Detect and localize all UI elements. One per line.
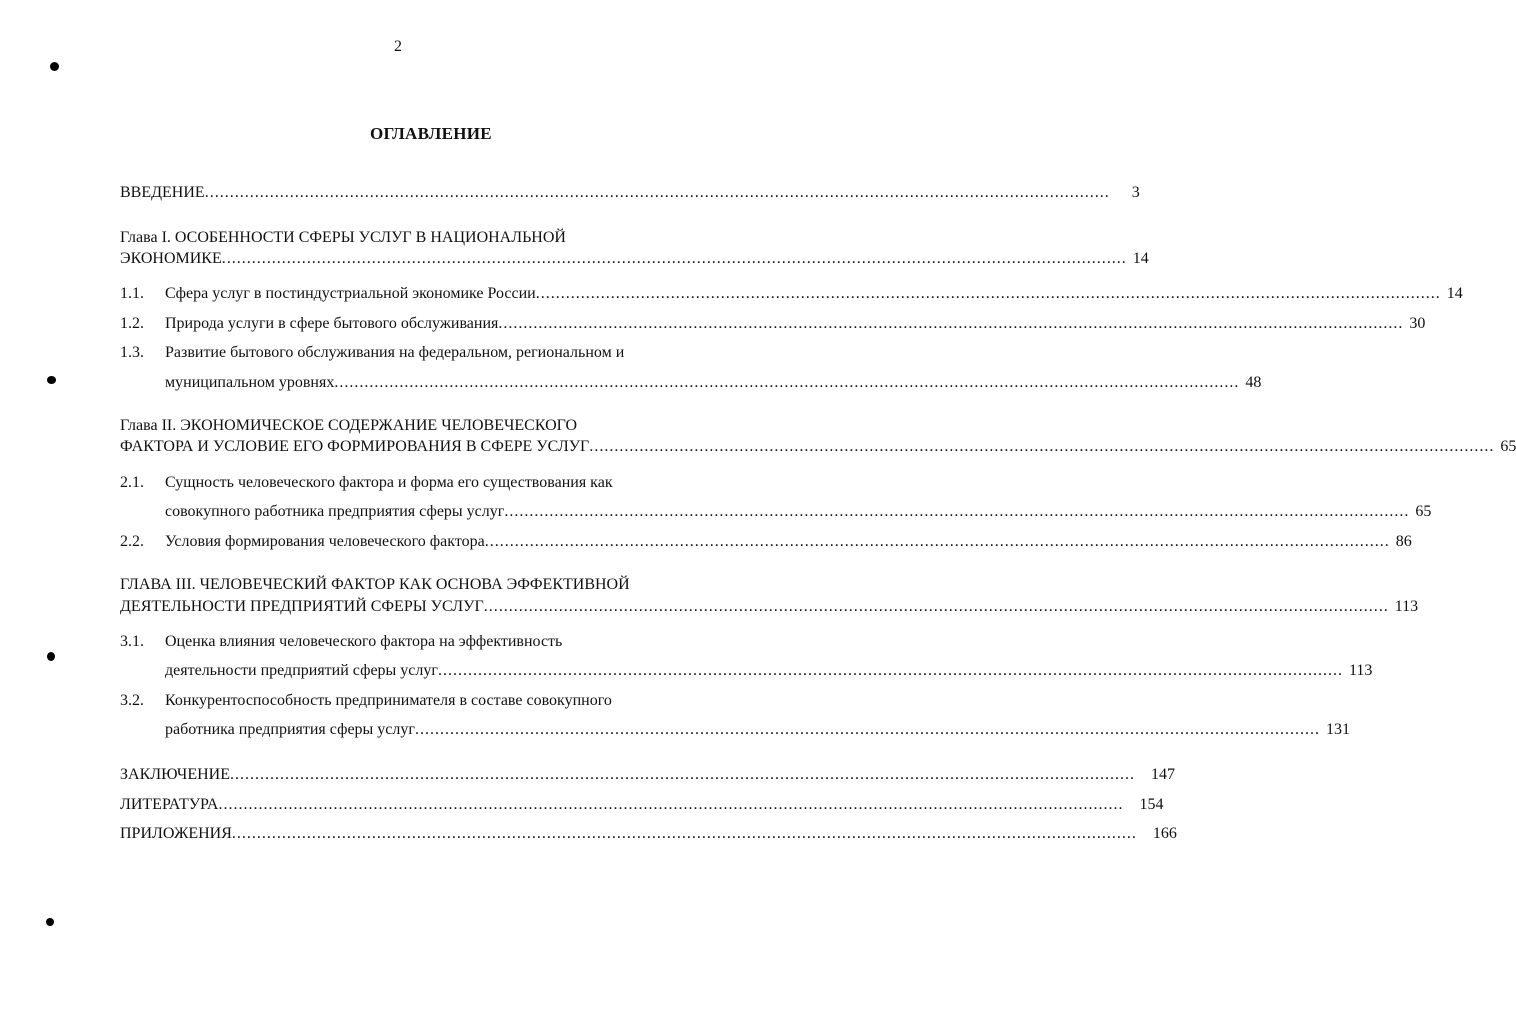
section-3-2-title: Конкурентоспособность предпринимателя в составе совокупного (165, 692, 612, 709)
section-number: 1.2. (120, 315, 144, 332)
toc-entry-chapter-2 (120, 436, 1516, 458)
entry-page: 154 (1139, 796, 1164, 813)
entry-label: ЗАКЛЮЧЕНИЕ (120, 766, 230, 783)
dot-leader: ..................................................................................................................................................................................... (221, 250, 1127, 267)
toc-entry-2-1 (165, 501, 1432, 523)
scan-speck (47, 652, 55, 661)
entry-label: ЛИТЕРАТУРА (120, 796, 219, 813)
entry-label: ПРИЛОЖЕНИЯ (120, 825, 232, 842)
entry-page: 113 (1394, 598, 1419, 615)
entry-page: 30 (1409, 315, 1426, 332)
entry-page: 86 (1395, 533, 1412, 550)
entry-label: ВВЕДЕНИЕ (120, 184, 205, 201)
toc-entry-1-1 (165, 283, 1463, 305)
section-3-1-title: Оценка влияния человеческого фактора на эффективность (165, 633, 563, 650)
entry-page: 14 (1446, 285, 1463, 302)
entry-label: совокупного работника предприятия сферы услуг (165, 503, 505, 520)
dot-leader: ..................................................................................................................................................................................... (414, 721, 1320, 738)
dot-leader: ..................................................................................................................................................................................... (218, 796, 1124, 813)
entry-label: ФАКТОРА И УСЛОВИЕ ЕГО ФОРМИРОВАНИЯ В СФЕРЕ УСЛУГ (120, 438, 590, 455)
chapter-1-title: Глава I. ОСОБЕННОСТИ СФЕРЫ УСЛУГ В НАЦИОНАЛЬНОЙ (120, 229, 566, 246)
dot-leader: ..................................................................................................................................................................................... (334, 374, 1240, 391)
entry-page: 3 (1131, 184, 1140, 201)
toc-entry-chapter-1 (120, 248, 1149, 270)
dot-leader: ..................................................................................................................................................................................... (483, 598, 1389, 615)
entry-page: 14 (1132, 250, 1149, 267)
dot-leader: ..................................................................................................................................................................................... (231, 825, 1137, 842)
section-number: 3.2. (120, 692, 144, 709)
entry-page: 65 (1415, 503, 1432, 520)
entry-page: 166 (1152, 825, 1177, 842)
section-1-3-title: Развитие бытового обслуживания на федеральном, региональном и (165, 344, 625, 361)
entry-label: ЭКОНОМИКЕ (120, 250, 222, 267)
dot-leader: ..................................................................................................................................................................................... (229, 766, 1135, 783)
dot-leader: ..................................................................................................................................................................................... (484, 533, 1390, 550)
section-number: 2.1. (120, 474, 144, 491)
entry-page: 131 (1325, 721, 1350, 738)
scan-speck (46, 918, 54, 926)
entry-page: 65 (1500, 438, 1516, 455)
toc-entry-conclusion (120, 764, 1175, 786)
dot-leader: ..................................................................................................................................................................................... (535, 285, 1441, 302)
dot-leader: ..................................................................................................................................................................................... (437, 662, 1343, 679)
entry-page: 113 (1348, 662, 1373, 679)
toc-entry-1-2 (165, 313, 1426, 335)
scan-speck (47, 376, 56, 384)
entry-label: Условия формирования человеческого фактора (165, 533, 485, 550)
dot-leader: ..................................................................................................................................................................................... (498, 315, 1404, 332)
chapter-2-title: Глава II. ЭКОНОМИЧЕСКОЕ СОДЕРЖАНИЕ ЧЕЛОВЕЧЕСКОГО (120, 417, 578, 434)
page-number: 2 (394, 38, 402, 55)
entry-page: 48 (1245, 374, 1262, 391)
entry-label: работника предприятия сферы услуг (165, 721, 415, 738)
toc-entry-literature (120, 794, 1164, 816)
entry-label: ДЕЯТЕЛЬНОСТИ ПРЕДПРИЯТИЙ СФЕРЫ УСЛУГ (120, 598, 484, 615)
entry-label: деятельности предприятий сферы услуг (165, 662, 438, 679)
section-2-1-title: Сущность человеческого фактора и форма его существования как (165, 474, 613, 491)
toc-entry-1-3 (165, 372, 1262, 394)
scan-speck (50, 62, 59, 71)
entry-label: Сфера услуг в постиндустриальной экономике России (165, 285, 536, 302)
toc-entry-chapter-3 (120, 596, 1419, 618)
toc-entry-2-2 (165, 531, 1412, 553)
toc-entry-appendices (120, 823, 1177, 845)
toc-entry-3-1 (165, 660, 1373, 682)
dot-leader: ..................................................................................................................................................................................... (589, 438, 1495, 455)
toc-title: ОГЛАВЛЕНИЕ (370, 124, 492, 143)
section-number: 1.3. (120, 344, 144, 361)
section-number: 3.1. (120, 633, 144, 650)
section-number: 2.2. (120, 533, 144, 550)
entry-label: муниципальном уровнях (165, 374, 335, 391)
section-number: 1.1. (120, 285, 144, 302)
chapter-3-title: ГЛАВА III. ЧЕЛОВЕЧЕСКИЙ ФАКТОР КАК ОСНОВА ЭФФЕКТИВНОЙ (120, 576, 630, 593)
entry-page: 147 (1150, 766, 1175, 783)
entry-label: Природа услуги в сфере бытового обслуживания (165, 315, 499, 332)
dot-leader: ..................................................................................................................................................................................... (504, 503, 1410, 520)
dot-leader: ..................................................................................................................................................................................... (204, 184, 1110, 201)
toc-entry-intro (120, 182, 1140, 204)
toc-entry-3-2 (165, 719, 1350, 741)
